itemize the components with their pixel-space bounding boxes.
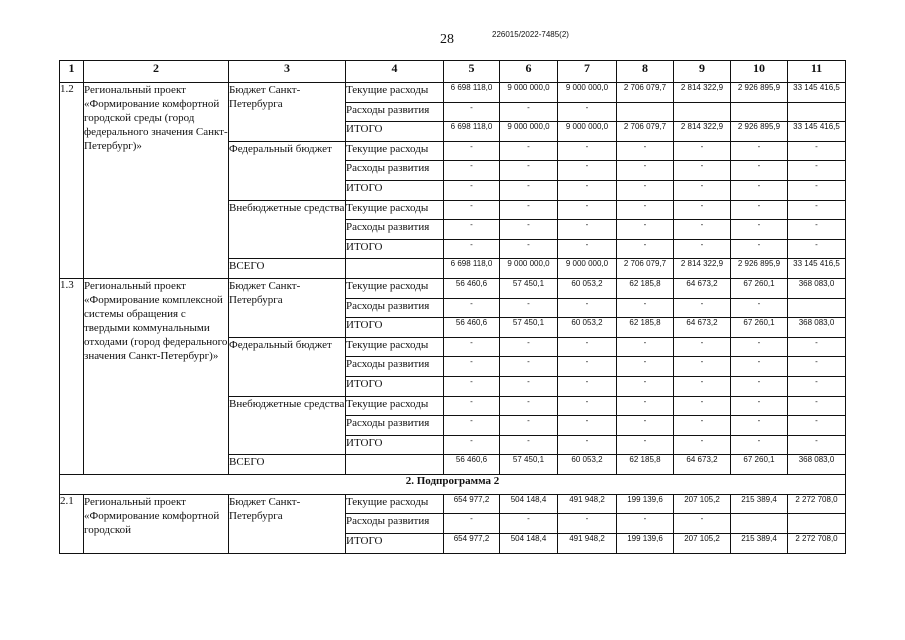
expense-type: Расходы развития	[346, 416, 444, 436]
value-cell: 64 673,2	[674, 455, 731, 475]
value-cell: 9 000 000,0	[500, 122, 558, 142]
value-cell: 2 926 895,9	[731, 83, 788, 103]
header-cell: 11	[788, 61, 846, 83]
header-cell: 6	[500, 61, 558, 83]
value-cell: -	[500, 239, 558, 259]
value-cell: -	[558, 376, 617, 396]
value-cell: 491 948,2	[558, 534, 617, 554]
value-cell: -	[558, 102, 617, 122]
project-number: 2.1	[60, 494, 84, 553]
expense-type: ИТОГО	[346, 435, 444, 455]
header-cell: 8	[617, 61, 674, 83]
funding-source: Внебюджетные средства	[229, 396, 346, 455]
expense-type: Текущие расходы	[346, 141, 444, 161]
value-cell: -	[617, 357, 674, 377]
expense-type: ИТОГО	[346, 318, 444, 338]
value-cell: 67 260,1	[731, 455, 788, 475]
value-cell: -	[617, 298, 674, 318]
value-cell: 33 145 416,5	[788, 83, 846, 103]
value-cell: -	[731, 435, 788, 455]
value-cell: 654 977,2	[444, 494, 500, 514]
expense-type: Расходы развития	[346, 514, 444, 534]
value-cell: -	[500, 357, 558, 377]
value-cell: -	[617, 180, 674, 200]
value-cell: -	[788, 396, 846, 416]
value-cell: 2 272 708,0	[788, 494, 846, 514]
value-cell: 60 053,2	[558, 278, 617, 298]
value-cell: -	[788, 200, 846, 220]
value-cell: -	[444, 141, 500, 161]
value-cell: -	[617, 376, 674, 396]
value-cell: -	[444, 416, 500, 436]
header-row	[60, 61, 846, 83]
value-cell: 504 148,4	[500, 494, 558, 514]
value-cell	[731, 102, 788, 122]
value-cell: -	[617, 161, 674, 181]
value-cell: -	[558, 396, 617, 416]
value-cell: -	[674, 396, 731, 416]
value-cell: 62 185,8	[617, 318, 674, 338]
value-cell: 64 673,2	[674, 318, 731, 338]
value-cell: -	[788, 141, 846, 161]
value-cell: -	[788, 239, 846, 259]
value-cell: 9 000 000,0	[500, 83, 558, 103]
funding-source: Бюджет Санкт-Петербурга	[229, 278, 346, 337]
value-cell: -	[674, 514, 731, 534]
value-cell: 62 185,8	[617, 278, 674, 298]
value-cell: -	[500, 435, 558, 455]
value-cell: -	[674, 141, 731, 161]
total-empty	[346, 259, 444, 279]
value-cell	[674, 102, 731, 122]
funding-source: Федеральный бюджет	[229, 141, 346, 200]
expense-type: Расходы развития	[346, 102, 444, 122]
header-cell: 1	[60, 61, 84, 83]
subprogram-row	[60, 474, 846, 494]
value-cell: 64 673,2	[674, 278, 731, 298]
value-cell: -	[500, 161, 558, 181]
value-cell: 56 460,6	[444, 278, 500, 298]
value-cell: 57 450,1	[500, 455, 558, 475]
value-cell: 215 389,4	[731, 494, 788, 514]
value-cell: -	[731, 239, 788, 259]
table-body	[60, 61, 846, 554]
value-cell: -	[788, 376, 846, 396]
value-cell: 9 000 000,0	[558, 259, 617, 279]
project-name: Региональный проект «Формирование комплексной системы обращения с твердыми коммунальными отходами (город федерального значения Санкт-Петербург)»	[84, 278, 229, 474]
funding-source: Федеральный бюджет	[229, 337, 346, 396]
header-cell: 3	[229, 61, 346, 83]
value-cell: 368 083,0	[788, 455, 846, 475]
value-cell: -	[731, 357, 788, 377]
value-cell: -	[731, 141, 788, 161]
value-cell: -	[444, 337, 500, 357]
header-cell: 5	[444, 61, 500, 83]
value-cell: -	[558, 239, 617, 259]
value-cell: -	[500, 298, 558, 318]
value-cell: -	[617, 514, 674, 534]
value-cell: 207 105,2	[674, 494, 731, 514]
expense-type: ИТОГО	[346, 376, 444, 396]
header-cell: 2	[84, 61, 229, 83]
expense-type: Текущие расходы	[346, 278, 444, 298]
value-cell: -	[617, 220, 674, 240]
value-cell: -	[500, 514, 558, 534]
value-cell: -	[444, 200, 500, 220]
value-cell	[788, 298, 846, 318]
value-cell: -	[500, 102, 558, 122]
table-row	[60, 494, 846, 514]
value-cell: 215 389,4	[731, 534, 788, 554]
value-cell: 2 926 895,9	[731, 259, 788, 279]
value-cell: -	[444, 180, 500, 200]
value-cell: 654 977,2	[444, 534, 500, 554]
value-cell: 199 139,6	[617, 494, 674, 514]
value-cell: 33 145 416,5	[788, 259, 846, 279]
value-cell: -	[500, 376, 558, 396]
value-cell: 2 706 079,7	[617, 83, 674, 103]
document-code: 226015/2022-7485(2)	[492, 30, 569, 39]
value-cell: 9 000 000,0	[558, 122, 617, 142]
value-cell: 9 000 000,0	[558, 83, 617, 103]
value-cell: -	[731, 416, 788, 436]
value-cell: -	[444, 161, 500, 181]
value-cell: -	[674, 200, 731, 220]
project-name: Региональный проект «Формирование комфортной городской	[84, 494, 229, 553]
value-cell: -	[500, 337, 558, 357]
total-label: ВСЕГО	[229, 259, 346, 279]
expense-type: ИТОГО	[346, 180, 444, 200]
value-cell: -	[788, 180, 846, 200]
value-cell: -	[731, 298, 788, 318]
value-cell: -	[500, 220, 558, 240]
value-cell: 6 698 118,0	[444, 259, 500, 279]
value-cell: 67 260,1	[731, 318, 788, 338]
value-cell: -	[558, 337, 617, 357]
budget-table	[59, 60, 846, 554]
value-cell: 504 148,4	[500, 534, 558, 554]
value-cell: -	[731, 200, 788, 220]
value-cell: 57 450,1	[500, 278, 558, 298]
value-cell: 199 139,6	[617, 534, 674, 554]
expense-type: Расходы развития	[346, 357, 444, 377]
value-cell: 2 926 895,9	[731, 122, 788, 142]
subprogram-title: 2. Подпрограмма 2	[60, 474, 846, 494]
value-cell: -	[558, 200, 617, 220]
value-cell: -	[558, 220, 617, 240]
value-cell	[731, 514, 788, 534]
project-number: 1.3	[60, 278, 84, 474]
value-cell: -	[444, 514, 500, 534]
value-cell: -	[617, 435, 674, 455]
value-cell: -	[617, 337, 674, 357]
value-cell	[617, 102, 674, 122]
value-cell: -	[674, 180, 731, 200]
value-cell: -	[444, 376, 500, 396]
value-cell: -	[674, 337, 731, 357]
value-cell: -	[500, 180, 558, 200]
value-cell: -	[674, 376, 731, 396]
expense-type: ИТОГО	[346, 239, 444, 259]
header-cell: 4	[346, 61, 444, 83]
value-cell: -	[788, 220, 846, 240]
value-cell: 9 000 000,0	[500, 259, 558, 279]
value-cell: 6 698 118,0	[444, 122, 500, 142]
value-cell: 60 053,2	[558, 318, 617, 338]
value-cell: 207 105,2	[674, 534, 731, 554]
value-cell: -	[500, 200, 558, 220]
funding-source: Бюджет Санкт-Петербурга	[229, 83, 346, 142]
value-cell: 33 145 416,5	[788, 122, 846, 142]
value-cell: -	[444, 435, 500, 455]
value-cell: -	[788, 357, 846, 377]
value-cell: 2 272 708,0	[788, 534, 846, 554]
expense-type: ИТОГО	[346, 122, 444, 142]
value-cell: 368 083,0	[788, 318, 846, 338]
total-empty	[346, 455, 444, 475]
value-cell: -	[444, 298, 500, 318]
funding-source: Бюджет Санкт-Петербурга	[229, 494, 346, 553]
value-cell: -	[788, 416, 846, 436]
value-cell: -	[558, 161, 617, 181]
value-cell: 6 698 118,0	[444, 83, 500, 103]
value-cell: -	[788, 435, 846, 455]
value-cell: -	[731, 376, 788, 396]
total-label: ВСЕГО	[229, 455, 346, 475]
value-cell: 56 460,6	[444, 318, 500, 338]
value-cell: 368 083,0	[788, 278, 846, 298]
expense-type: Текущие расходы	[346, 337, 444, 357]
funding-source: Внебюджетные средства	[229, 200, 346, 259]
value-cell: -	[558, 514, 617, 534]
value-cell: -	[558, 141, 617, 161]
value-cell: -	[617, 200, 674, 220]
value-cell: -	[731, 180, 788, 200]
expense-type: Расходы развития	[346, 161, 444, 181]
value-cell: -	[444, 220, 500, 240]
value-cell: -	[500, 396, 558, 416]
value-cell: 2 814 322,9	[674, 122, 731, 142]
expense-type: Текущие расходы	[346, 83, 444, 103]
value-cell: 491 948,2	[558, 494, 617, 514]
value-cell: 2 706 079,7	[617, 259, 674, 279]
project-number: 1.2	[60, 83, 84, 279]
value-cell: -	[444, 396, 500, 416]
value-cell: -	[500, 141, 558, 161]
value-cell: -	[788, 161, 846, 181]
value-cell: -	[731, 220, 788, 240]
value-cell: -	[558, 357, 617, 377]
expense-type: ИТОГО	[346, 534, 444, 554]
value-cell: -	[558, 435, 617, 455]
expense-type: Текущие расходы	[346, 200, 444, 220]
value-cell: -	[731, 396, 788, 416]
value-cell: 62 185,8	[617, 455, 674, 475]
expense-type: Расходы развития	[346, 298, 444, 318]
value-cell: -	[444, 239, 500, 259]
value-cell	[788, 102, 846, 122]
value-cell: 60 053,2	[558, 455, 617, 475]
expense-type: Расходы развития	[346, 220, 444, 240]
value-cell: -	[444, 357, 500, 377]
project-name: Региональный проект «Формирование комфортной городской среды (город федерального значения Санкт-Петербург)»	[84, 83, 229, 279]
table-row	[60, 278, 846, 298]
header-cell: 10	[731, 61, 788, 83]
value-cell: -	[558, 298, 617, 318]
value-cell: 67 260,1	[731, 278, 788, 298]
value-cell: -	[617, 141, 674, 161]
table-row	[60, 83, 846, 103]
value-cell: -	[674, 161, 731, 181]
value-cell: -	[674, 298, 731, 318]
value-cell: 2 706 079,7	[617, 122, 674, 142]
value-cell	[788, 514, 846, 534]
value-cell: -	[674, 435, 731, 455]
value-cell: 2 814 322,9	[674, 83, 731, 103]
header-cell: 7	[558, 61, 617, 83]
expense-type: Текущие расходы	[346, 396, 444, 416]
value-cell: -	[617, 416, 674, 436]
value-cell: -	[558, 416, 617, 436]
value-cell: -	[617, 396, 674, 416]
value-cell: -	[500, 416, 558, 436]
expense-type: Текущие расходы	[346, 494, 444, 514]
value-cell: -	[674, 416, 731, 436]
value-cell: -	[617, 239, 674, 259]
value-cell: 2 814 322,9	[674, 259, 731, 279]
value-cell: 57 450,1	[500, 318, 558, 338]
value-cell: -	[674, 220, 731, 240]
header-cell: 9	[674, 61, 731, 83]
value-cell: -	[731, 337, 788, 357]
value-cell: -	[674, 239, 731, 259]
value-cell: -	[444, 102, 500, 122]
value-cell: 56 460,6	[444, 455, 500, 475]
value-cell: -	[731, 161, 788, 181]
page-number: 28	[440, 32, 454, 47]
value-cell: -	[788, 337, 846, 357]
value-cell: -	[558, 180, 617, 200]
value-cell: -	[674, 357, 731, 377]
